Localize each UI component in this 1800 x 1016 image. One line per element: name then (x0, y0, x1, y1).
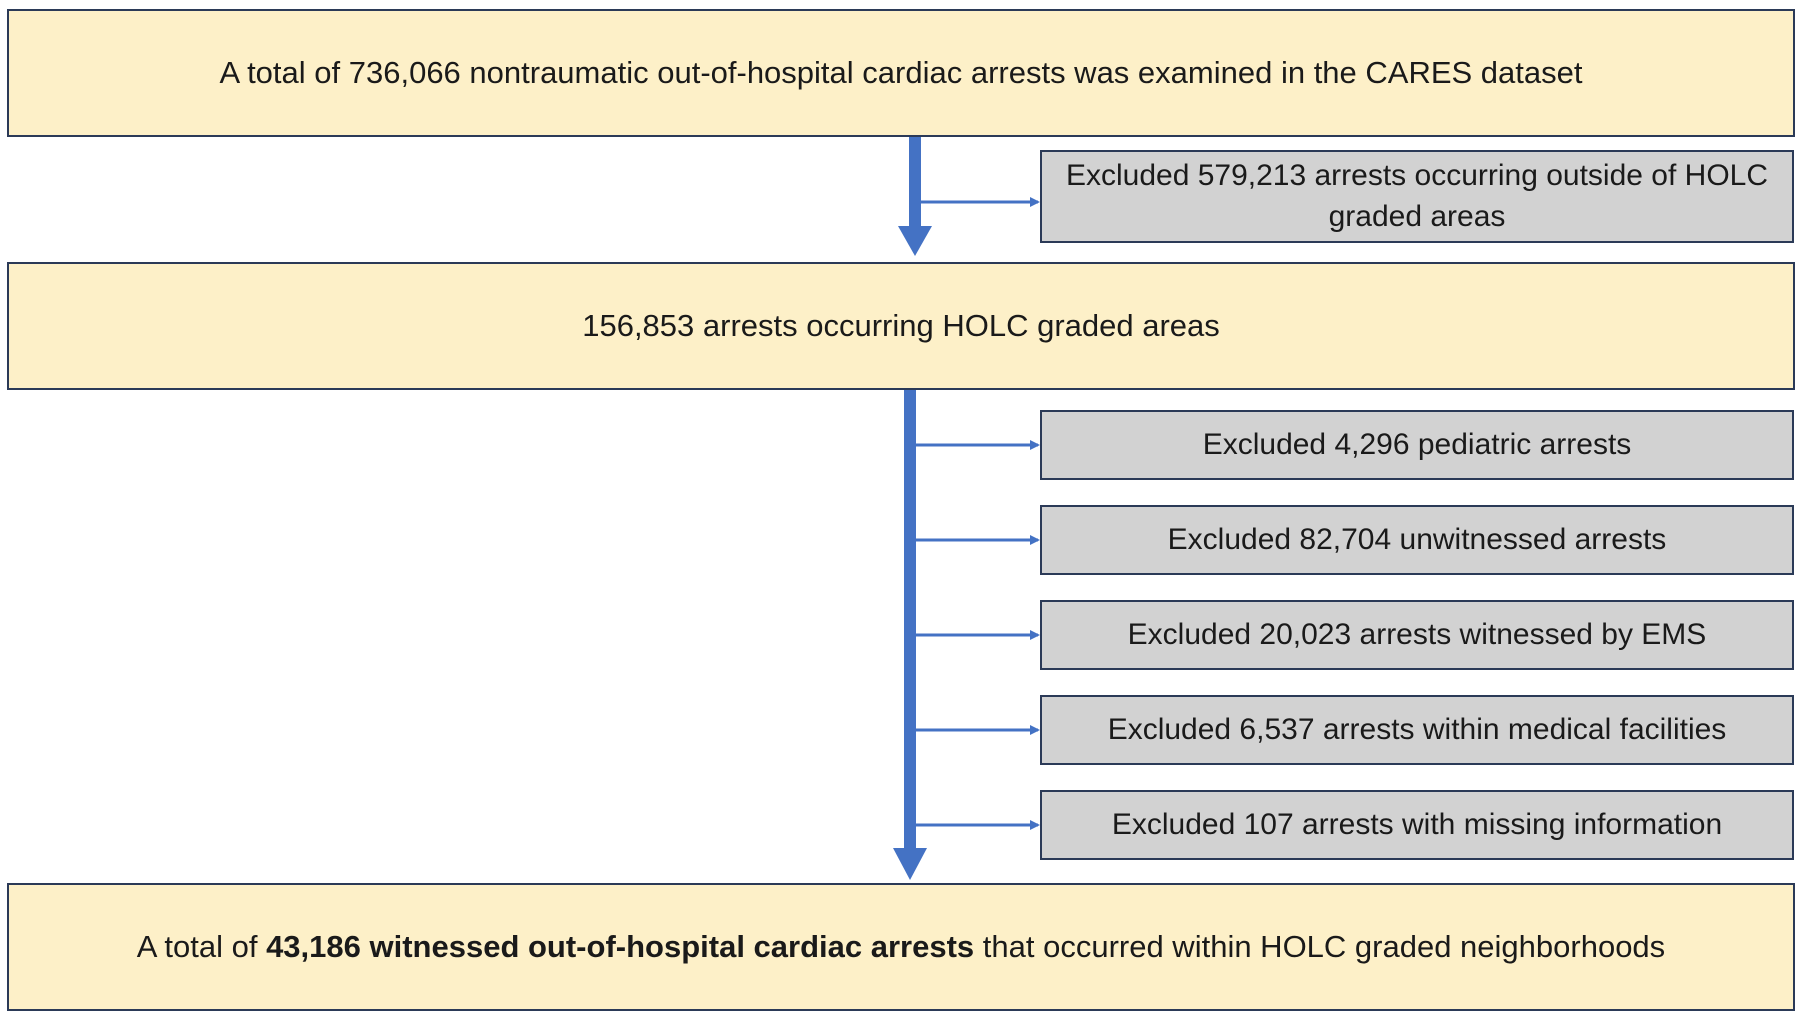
trunk-arrow-1-shaft (909, 137, 921, 229)
trunk-arrow-2-head (893, 848, 927, 880)
final-cohort-suffix: that occurred within HOLC graded neighborhoods (974, 929, 1666, 964)
exclusion-text-missing-info: Excluded 107 arrests with missing information (1111, 807, 1723, 841)
total-arrests-text: A total of 736,066 nontraumatic out-of-hospital cardiac arrests was examined in the CARES dataset (219, 55, 1583, 90)
holc-arrests-text: 156,853 arrests occurring HOLC graded areas (582, 308, 1220, 343)
exclusion-box-pediatric (1040, 410, 1794, 480)
final-cohort-text (137, 929, 1665, 965)
exclusion-box-unwitnessed (1040, 505, 1794, 575)
exclusion-text-medical-facilities: Excluded 6,537 arrests within medical facilities (1107, 712, 1727, 746)
final-cohort-bold: 43,186 witnessed out-of-hospital cardiac arrests (266, 929, 975, 964)
exclusion-text-ems-witnessed: Excluded 20,023 arrests witnessed by EMS (1127, 617, 1707, 651)
exclusion-text-pediatric: Excluded 4,296 pediatric arrests (1202, 427, 1632, 461)
exclusion-text-outside-holc: Excluded 579,213 arrests occurring outside of HOLC graded areas (1065, 159, 1769, 233)
final-cohort-box (7, 883, 1795, 1011)
exclusion-box-outside-holc (1040, 150, 1794, 243)
exclusion-box-missing-info (1040, 790, 1794, 860)
exclusion-box-medical-facilities (1040, 695, 1794, 765)
exclusion-box-ems-witnessed (1040, 600, 1794, 670)
exclusion-text-unwitnessed: Excluded 82,704 unwitnessed arrests (1167, 522, 1667, 556)
trunk-arrow-2-shaft (904, 390, 916, 851)
total-arrests-box (7, 9, 1795, 137)
final-cohort-prefix: A total of (136, 929, 267, 964)
holc-arrests-box (7, 262, 1795, 390)
trunk-arrow-1-head (898, 226, 932, 256)
